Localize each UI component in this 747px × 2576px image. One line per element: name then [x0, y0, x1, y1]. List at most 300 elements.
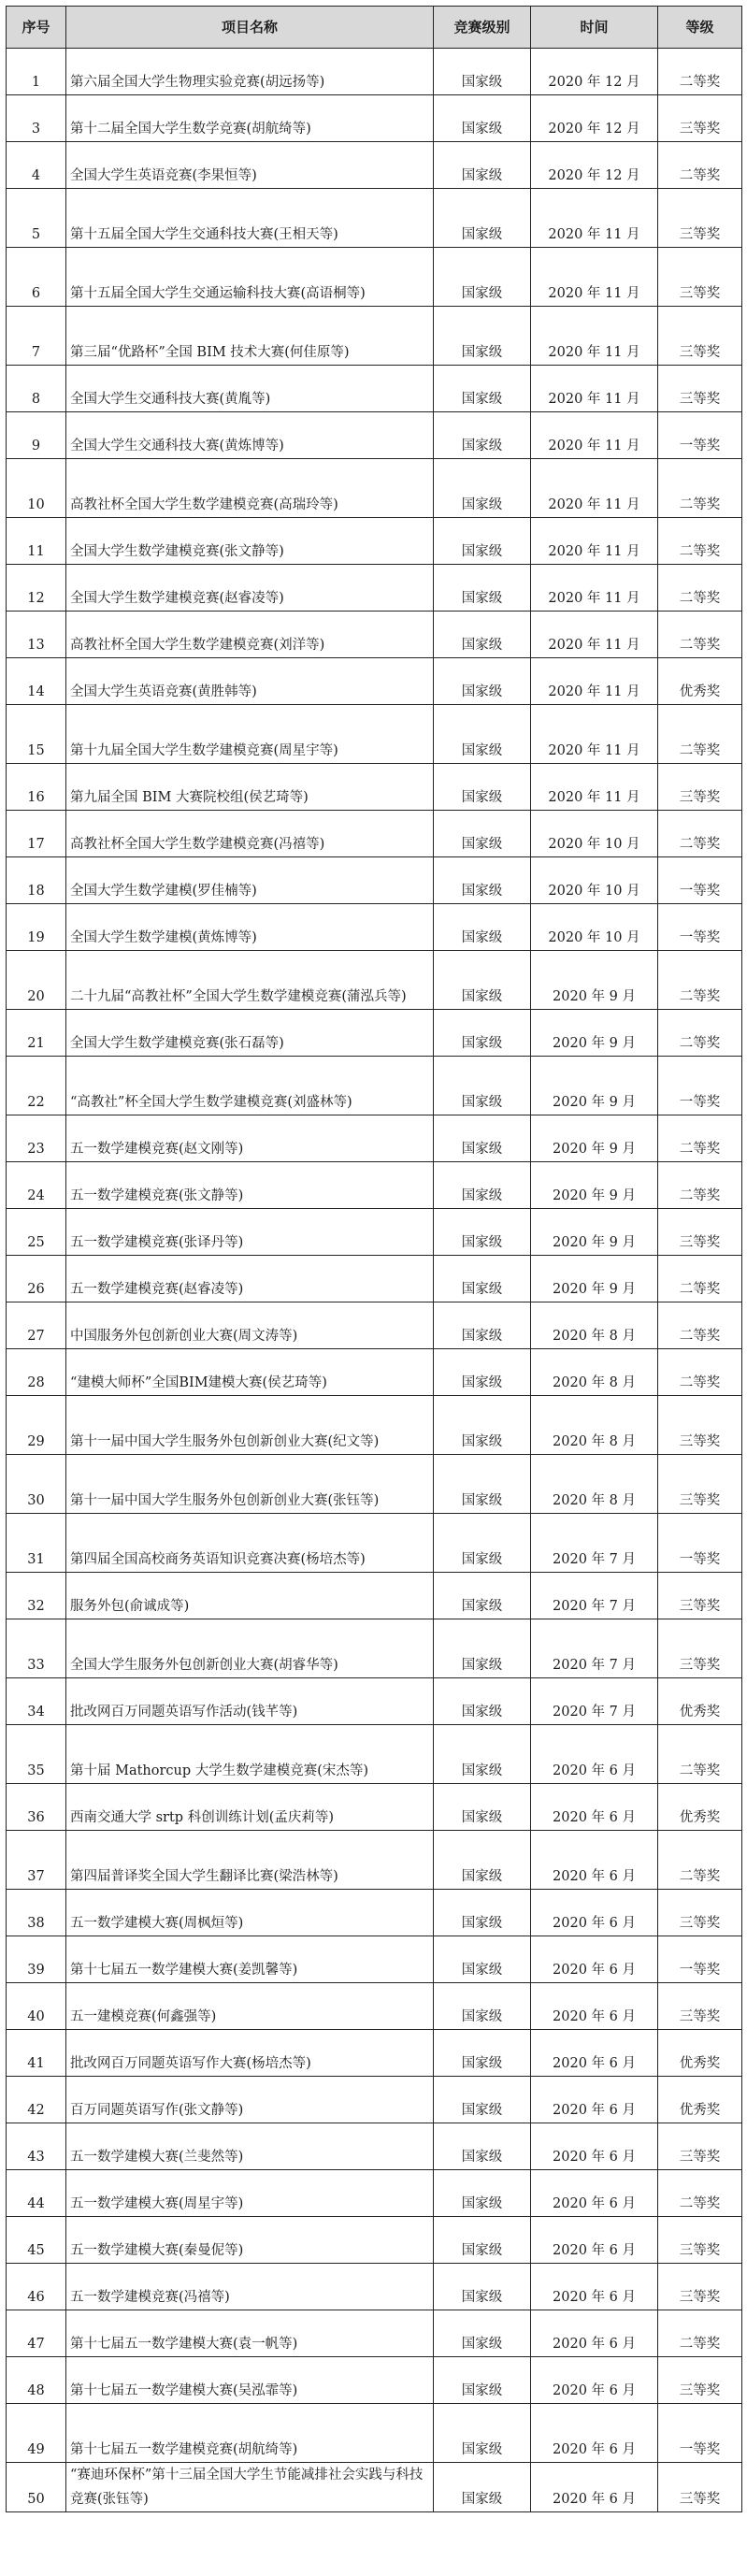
header-project-name: 项目名称: [66, 7, 434, 49]
award-time: 2020 年 6 月: [531, 1983, 658, 2030]
award-grade: 一等奖: [658, 904, 742, 951]
competition-level: 国家级: [434, 1890, 531, 1936]
table-row: [7, 1302, 742, 1349]
competition-level: 国家级: [434, 658, 531, 705]
row-index: 24: [7, 1162, 66, 1209]
project-name: 五一数学建模竞赛(赵文刚等): [66, 1115, 434, 1162]
project-name: “高教社”杯全国大学生数学建模竞赛(刘盛林等): [66, 1057, 434, 1115]
project-name: 五一数学建模大赛(周星宇等): [66, 2170, 434, 2217]
row-index: 38: [7, 1890, 66, 1936]
project-name: 全国大学生数学建模竞赛(张石磊等): [66, 1010, 434, 1057]
row-index: 39: [7, 1936, 66, 1983]
row-index: 30: [7, 1455, 66, 1514]
competition-level: 国家级: [434, 2170, 531, 2217]
award-time: 2020 年 9 月: [531, 1209, 658, 1256]
row-index: 31: [7, 1514, 66, 1573]
award-time: 2020 年 11 月: [531, 658, 658, 705]
award-grade: 二等奖: [658, 1302, 742, 1349]
project-name: 第九届全国 BIM 大赛院校组(侯艺琦等): [66, 764, 434, 811]
table-row: [7, 1349, 742, 1396]
table-row: [7, 1115, 742, 1162]
competition-level: 国家级: [434, 412, 531, 459]
competition-level: 国家级: [434, 2030, 531, 2077]
project-name: 全国大学生交通科技大赛(黄炼博等): [66, 412, 434, 459]
row-index: 33: [7, 1619, 66, 1678]
header-competition-level: 竞赛级别: [434, 7, 531, 49]
competition-level: 国家级: [434, 1678, 531, 1725]
award-grade: 二等奖: [658, 1725, 742, 1784]
row-index: 23: [7, 1115, 66, 1162]
award-grade: 二等奖: [658, 2170, 742, 2217]
competition-level: 国家级: [434, 2264, 531, 2310]
row-index: 17: [7, 811, 66, 857]
project-name: 第六届全国大学生物理实验竞赛(胡远扬等): [66, 49, 434, 95]
competition-level: 国家级: [434, 811, 531, 857]
project-name: 高教社杯全国大学生数学建模竞赛(冯禧等): [66, 811, 434, 857]
award-grade: 优秀奖: [658, 1678, 742, 1725]
competition-level: 国家级: [434, 1983, 531, 2030]
award-time: 2020 年 11 月: [531, 764, 658, 811]
award-time: 2020 年 11 月: [531, 189, 658, 248]
award-time: 2020 年 7 月: [531, 1619, 658, 1678]
award-grade: 二等奖: [658, 142, 742, 189]
project-name: 中国服务外包创新创业大赛(周文涛等): [66, 1302, 434, 1349]
header-award-grade: 等级: [658, 7, 742, 49]
row-index: 41: [7, 2030, 66, 2077]
award-grade: 三等奖: [658, 1890, 742, 1936]
row-index: 3: [7, 95, 66, 142]
row-index: 46: [7, 2264, 66, 2310]
table-row: [7, 2217, 742, 2264]
table-row: [7, 1162, 742, 1209]
award-grade: 二等奖: [658, 1349, 742, 1396]
award-time: 2020 年 6 月: [531, 2310, 658, 2357]
competition-level: 国家级: [434, 705, 531, 764]
competition-level: 国家级: [434, 764, 531, 811]
competition-level: 国家级: [434, 1455, 531, 1514]
table-row: [7, 2077, 742, 2123]
row-index: 15: [7, 705, 66, 764]
header-index: 序号: [7, 7, 66, 49]
award-time: 2020 年 9 月: [531, 1162, 658, 1209]
table-row: [7, 412, 742, 459]
award-grade: 一等奖: [658, 1514, 742, 1573]
award-grade: 二等奖: [658, 1831, 742, 1890]
table-row: [7, 189, 742, 248]
table-row: [7, 1010, 742, 1057]
award-grade: 一等奖: [658, 1936, 742, 1983]
row-index: 1: [7, 49, 66, 95]
award-grade: 三等奖: [658, 95, 742, 142]
row-index: 48: [7, 2357, 66, 2404]
award-grade: 三等奖: [658, 1209, 742, 1256]
award-time: 2020 年 11 月: [531, 565, 658, 612]
award-time: 2020 年 6 月: [531, 1936, 658, 1983]
table-row: [7, 2264, 742, 2310]
project-name: 全国大学生服务外包创新创业大赛(胡睿华等): [66, 1619, 434, 1678]
row-index: 42: [7, 2077, 66, 2123]
project-name: 第十届 Mathorcup 大学生数学建模竞赛(宋杰等): [66, 1725, 434, 1784]
competition-level: 国家级: [434, 1396, 531, 1455]
competition-level: 国家级: [434, 2077, 531, 2123]
award-time: 2020 年 11 月: [531, 705, 658, 764]
award-time: 2020 年 9 月: [531, 1010, 658, 1057]
row-index: 16: [7, 764, 66, 811]
competition-level: 国家级: [434, 951, 531, 1010]
award-time: 2020 年 9 月: [531, 1057, 658, 1115]
award-time: 2020 年 9 月: [531, 1115, 658, 1162]
competition-level: 国家级: [434, 95, 531, 142]
award-grade: 三等奖: [658, 2463, 742, 2512]
row-index: 9: [7, 412, 66, 459]
competition-level: 国家级: [434, 2123, 531, 2170]
project-name: 高教社杯全国大学生数学建模竞赛(高瑞玲等): [66, 459, 434, 518]
table-row: [7, 2170, 742, 2217]
award-grade: 三等奖: [658, 248, 742, 307]
award-time: 2020 年 11 月: [531, 459, 658, 518]
table-header-row: [7, 7, 742, 49]
award-grade: 一等奖: [658, 2404, 742, 2463]
project-name: 五一数学建模竞赛(冯禧等): [66, 2264, 434, 2310]
row-index: 13: [7, 612, 66, 658]
award-time: 2020 年 10 月: [531, 857, 658, 904]
competition-level: 国家级: [434, 1619, 531, 1678]
award-grade: 三等奖: [658, 189, 742, 248]
table-row: [7, 612, 742, 658]
row-index: 8: [7, 366, 66, 412]
competition-level: 国家级: [434, 1115, 531, 1162]
award-grade: 三等奖: [658, 2357, 742, 2404]
competition-level: 国家级: [434, 904, 531, 951]
table-row: [7, 1831, 742, 1890]
table-row: [7, 1396, 742, 1455]
award-time: 2020 年 12 月: [531, 142, 658, 189]
award-grade: 三等奖: [658, 1455, 742, 1514]
project-name: 五一数学建模竞赛(赵睿凌等): [66, 1256, 434, 1302]
project-name: 全国大学生交通科技大赛(黄胤等): [66, 366, 434, 412]
award-grade: 一等奖: [658, 1057, 742, 1115]
competition-level: 国家级: [434, 2310, 531, 2357]
table-row: [7, 2030, 742, 2077]
project-name: 第十七届五一数学建模大赛(吴泓霏等): [66, 2357, 434, 2404]
award-time: 2020 年 11 月: [531, 248, 658, 307]
award-time: 2020 年 7 月: [531, 1678, 658, 1725]
award-time: 2020 年 12 月: [531, 95, 658, 142]
table-row: [7, 366, 742, 412]
table-row: [7, 1784, 742, 1831]
competition-level: 国家级: [434, 142, 531, 189]
row-index: 27: [7, 1302, 66, 1349]
table-row: [7, 518, 742, 565]
project-name: 五一数学建模竞赛(张文静等): [66, 1162, 434, 1209]
project-name: 第十七届五一数学建模竞赛(胡航绮等): [66, 2404, 434, 2463]
project-name: 百万同题英语写作(张文静等): [66, 2077, 434, 2123]
award-grade: 优秀奖: [658, 2030, 742, 2077]
award-grade: 二等奖: [658, 2310, 742, 2357]
table-row: [7, 951, 742, 1010]
project-name: 五一数学建模大赛(周枫烜等): [66, 1890, 434, 1936]
competition-level: 国家级: [434, 366, 531, 412]
award-time: 2020 年 6 月: [531, 2123, 658, 2170]
project-name: 全国大学生数学建模竞赛(张文静等): [66, 518, 434, 565]
header-time: 时间: [531, 7, 658, 49]
table-row: [7, 904, 742, 951]
competition-level: 国家级: [434, 459, 531, 518]
competition-level: 国家级: [434, 1209, 531, 1256]
award-grade: 二等奖: [658, 1010, 742, 1057]
project-name: “赛迪环保杯”第十三届全国大学生节能减排社会实践与科技竞赛(张钰等): [66, 2463, 434, 2512]
award-grade: 三等奖: [658, 1619, 742, 1678]
table-row: [7, 142, 742, 189]
competition-level: 国家级: [434, 49, 531, 95]
row-index: 11: [7, 518, 66, 565]
competition-level: 国家级: [434, 1302, 531, 1349]
award-grade: 二等奖: [658, 705, 742, 764]
award-grade: 三等奖: [658, 366, 742, 412]
award-time: 2020 年 6 月: [531, 1725, 658, 1784]
award-time: 2020 年 8 月: [531, 1302, 658, 1349]
award-time: 2020 年 6 月: [531, 1890, 658, 1936]
competition-level: 国家级: [434, 189, 531, 248]
project-name: 第十一届中国大学生服务外包创新创业大赛(纪文等): [66, 1396, 434, 1455]
project-name: 二十九届“高教社杯”全国大学生数学建模竞赛(蒲泓兵等): [66, 951, 434, 1010]
award-time: 2020 年 6 月: [531, 2217, 658, 2264]
table-row: [7, 248, 742, 307]
table-row: [7, 1455, 742, 1514]
row-index: 37: [7, 1831, 66, 1890]
table-row: [7, 1573, 742, 1619]
project-name: 全国大学生英语竞赛(黄胜韩等): [66, 658, 434, 705]
project-name: 全国大学生数学建模竞赛(赵睿凌等): [66, 565, 434, 612]
competition-level: 国家级: [434, 612, 531, 658]
row-index: 14: [7, 658, 66, 705]
table-row: [7, 1256, 742, 1302]
row-index: 18: [7, 857, 66, 904]
award-grade: 二等奖: [658, 1256, 742, 1302]
award-grade: 三等奖: [658, 307, 742, 366]
award-grade: 三等奖: [658, 2264, 742, 2310]
row-index: 12: [7, 565, 66, 612]
competition-level: 国家级: [434, 565, 531, 612]
table-row: [7, 49, 742, 95]
competition-level: 国家级: [434, 1936, 531, 1983]
project-name: 全国大学生数学建模(罗佳楠等): [66, 857, 434, 904]
project-name: 第四届普译奖全国大学生翻译比赛(梁浩林等): [66, 1831, 434, 1890]
award-grade: 一等奖: [658, 857, 742, 904]
row-index: 44: [7, 2170, 66, 2217]
award-grade: 二等奖: [658, 459, 742, 518]
award-grade: 三等奖: [658, 1983, 742, 2030]
award-time: 2020 年 6 月: [531, 2030, 658, 2077]
award-grade: 二等奖: [658, 951, 742, 1010]
table-row: [7, 1619, 742, 1678]
table-row: [7, 764, 742, 811]
table-row: [7, 658, 742, 705]
row-index: 28: [7, 1349, 66, 1396]
award-time: 2020 年 12 月: [531, 49, 658, 95]
award-grade: 三等奖: [658, 2217, 742, 2264]
table-row: [7, 2310, 742, 2357]
project-name: 西南交通大学 srtp 科创训练计划(孟庆莉等): [66, 1784, 434, 1831]
award-time: 2020 年 8 月: [531, 1349, 658, 1396]
award-time: 2020 年 7 月: [531, 1514, 658, 1573]
table-row: [7, 1936, 742, 1983]
project-name: 批改网百万同题英语写作活动(钱芊等): [66, 1678, 434, 1725]
project-name: 第十七届五一数学建模大赛(袁一帆等): [66, 2310, 434, 2357]
award-time: 2020 年 9 月: [531, 951, 658, 1010]
project-name: 第四届全国高校商务英语知识竞赛决赛(杨培杰等): [66, 1514, 434, 1573]
row-index: 40: [7, 1983, 66, 2030]
award-grade: 优秀奖: [658, 1784, 742, 1831]
competition-level: 国家级: [434, 2217, 531, 2264]
table-row: [7, 2463, 742, 2512]
award-grade: 三等奖: [658, 2123, 742, 2170]
project-name: 第十一届中国大学生服务外包创新创业大赛(张钰等): [66, 1455, 434, 1514]
row-index: 45: [7, 2217, 66, 2264]
row-index: 34: [7, 1678, 66, 1725]
award-time: 2020 年 9 月: [531, 1256, 658, 1302]
project-name: 批改网百万同题英语写作大赛(杨培杰等): [66, 2030, 434, 2077]
award-grade: 三等奖: [658, 764, 742, 811]
award-time: 2020 年 11 月: [531, 366, 658, 412]
project-name: 全国大学生数学建模(黄炼博等): [66, 904, 434, 951]
table-row: [7, 1725, 742, 1784]
award-grade: 三等奖: [658, 1396, 742, 1455]
project-name: “建模大师杯”全国BIM建模大赛(侯艺琦等): [66, 1349, 434, 1396]
row-index: 7: [7, 307, 66, 366]
competition-level: 国家级: [434, 1010, 531, 1057]
award-grade: 二等奖: [658, 612, 742, 658]
award-time: 2020 年 7 月: [531, 1573, 658, 1619]
row-index: 19: [7, 904, 66, 951]
row-index: 5: [7, 189, 66, 248]
award-time: 2020 年 6 月: [531, 2404, 658, 2463]
award-grade: 二等奖: [658, 565, 742, 612]
table-body: [7, 49, 742, 2512]
award-time: 2020 年 6 月: [531, 2357, 658, 2404]
award-time: 2020 年 11 月: [531, 518, 658, 565]
row-index: 47: [7, 2310, 66, 2357]
project-name: 第十七届五一数学建模大赛(姜凯馨等): [66, 1936, 434, 1983]
row-index: 10: [7, 459, 66, 518]
award-grade: 三等奖: [658, 1573, 742, 1619]
row-index: 22: [7, 1057, 66, 1115]
project-name: 第十九届全国大学生数学建模竞赛(周星宇等): [66, 705, 434, 764]
project-name: 五一数学建模大赛(秦曼伲等): [66, 2217, 434, 2264]
award-grade: 二等奖: [658, 1115, 742, 1162]
row-index: 4: [7, 142, 66, 189]
row-index: 36: [7, 1784, 66, 1831]
awards-table: [6, 6, 742, 2512]
award-time: 2020 年 6 月: [531, 1831, 658, 1890]
award-time: 2020 年 10 月: [531, 904, 658, 951]
project-name: 高教社杯全国大学生数学建模竞赛(刘洋等): [66, 612, 434, 658]
competition-level: 国家级: [434, 1573, 531, 1619]
row-index: 25: [7, 1209, 66, 1256]
project-name: 第十五届全国大学生交通运输科技大赛(高语桐等): [66, 248, 434, 307]
award-time: 2020 年 6 月: [531, 2077, 658, 2123]
row-index: 32: [7, 1573, 66, 1619]
table-row: [7, 565, 742, 612]
project-name: 第三届“优路杯”全国 BIM 技术大赛(何佳原等): [66, 307, 434, 366]
row-index: 21: [7, 1010, 66, 1057]
table-row: [7, 811, 742, 857]
award-time: 2020 年 10 月: [531, 811, 658, 857]
table-row: [7, 1983, 742, 2030]
competition-level: 国家级: [434, 1725, 531, 1784]
competition-level: 国家级: [434, 1514, 531, 1573]
competition-level: 国家级: [434, 2463, 531, 2512]
award-grade: 一等奖: [658, 412, 742, 459]
table-row: [7, 2357, 742, 2404]
project-name: 五一数学建模竞赛(张译丹等): [66, 1209, 434, 1256]
project-name: 全国大学生英语竞赛(李果恒等): [66, 142, 434, 189]
competition-level: 国家级: [434, 2357, 531, 2404]
competition-level: 国家级: [434, 857, 531, 904]
row-index: 6: [7, 248, 66, 307]
row-index: 20: [7, 951, 66, 1010]
project-name: 第十五届全国大学生交通科技大赛(王相天等): [66, 189, 434, 248]
project-name: 五一建模竞赛(何鑫强等): [66, 1983, 434, 2030]
table-row: [7, 307, 742, 366]
row-index: 49: [7, 2404, 66, 2463]
table-row: [7, 1678, 742, 1725]
award-grade: 二等奖: [658, 518, 742, 565]
competition-level: 国家级: [434, 518, 531, 565]
competition-level: 国家级: [434, 2404, 531, 2463]
row-index: 35: [7, 1725, 66, 1784]
competition-level: 国家级: [434, 248, 531, 307]
competition-level: 国家级: [434, 1784, 531, 1831]
award-time: 2020 年 11 月: [531, 307, 658, 366]
award-grade: 二等奖: [658, 811, 742, 857]
table-row: [7, 1890, 742, 1936]
table-row: [7, 1514, 742, 1573]
table-row: [7, 2404, 742, 2463]
row-index: 50: [7, 2463, 66, 2512]
table-row: [7, 459, 742, 518]
table-row: [7, 1057, 742, 1115]
table-row: [7, 705, 742, 764]
project-name: 服务外包(俞诚成等): [66, 1573, 434, 1619]
row-index: 43: [7, 2123, 66, 2170]
table-row: [7, 95, 742, 142]
award-time: 2020 年 11 月: [531, 612, 658, 658]
competition-level: 国家级: [434, 1831, 531, 1890]
row-index: 29: [7, 1396, 66, 1455]
award-time: 2020 年 11 月: [531, 412, 658, 459]
project-name: 五一数学建模大赛(兰斐然等): [66, 2123, 434, 2170]
table-row: [7, 1209, 742, 1256]
competition-level: 国家级: [434, 307, 531, 366]
competition-level: 国家级: [434, 1162, 531, 1209]
award-time: 2020 年 8 月: [531, 1396, 658, 1455]
competition-level: 国家级: [434, 1349, 531, 1396]
award-grade: 二等奖: [658, 1162, 742, 1209]
award-time: 2020 年 8 月: [531, 1455, 658, 1514]
award-time: 2020 年 6 月: [531, 2463, 658, 2512]
award-grade: 二等奖: [658, 49, 742, 95]
table-row: [7, 857, 742, 904]
award-grade: 优秀奖: [658, 2077, 742, 2123]
award-time: 2020 年 6 月: [531, 2264, 658, 2310]
competition-level: 国家级: [434, 1256, 531, 1302]
project-name: 第十二届全国大学生数学竞赛(胡航绮等): [66, 95, 434, 142]
competition-level: 国家级: [434, 1057, 531, 1115]
table-row: [7, 2123, 742, 2170]
award-grade: 优秀奖: [658, 658, 742, 705]
row-index: 26: [7, 1256, 66, 1302]
